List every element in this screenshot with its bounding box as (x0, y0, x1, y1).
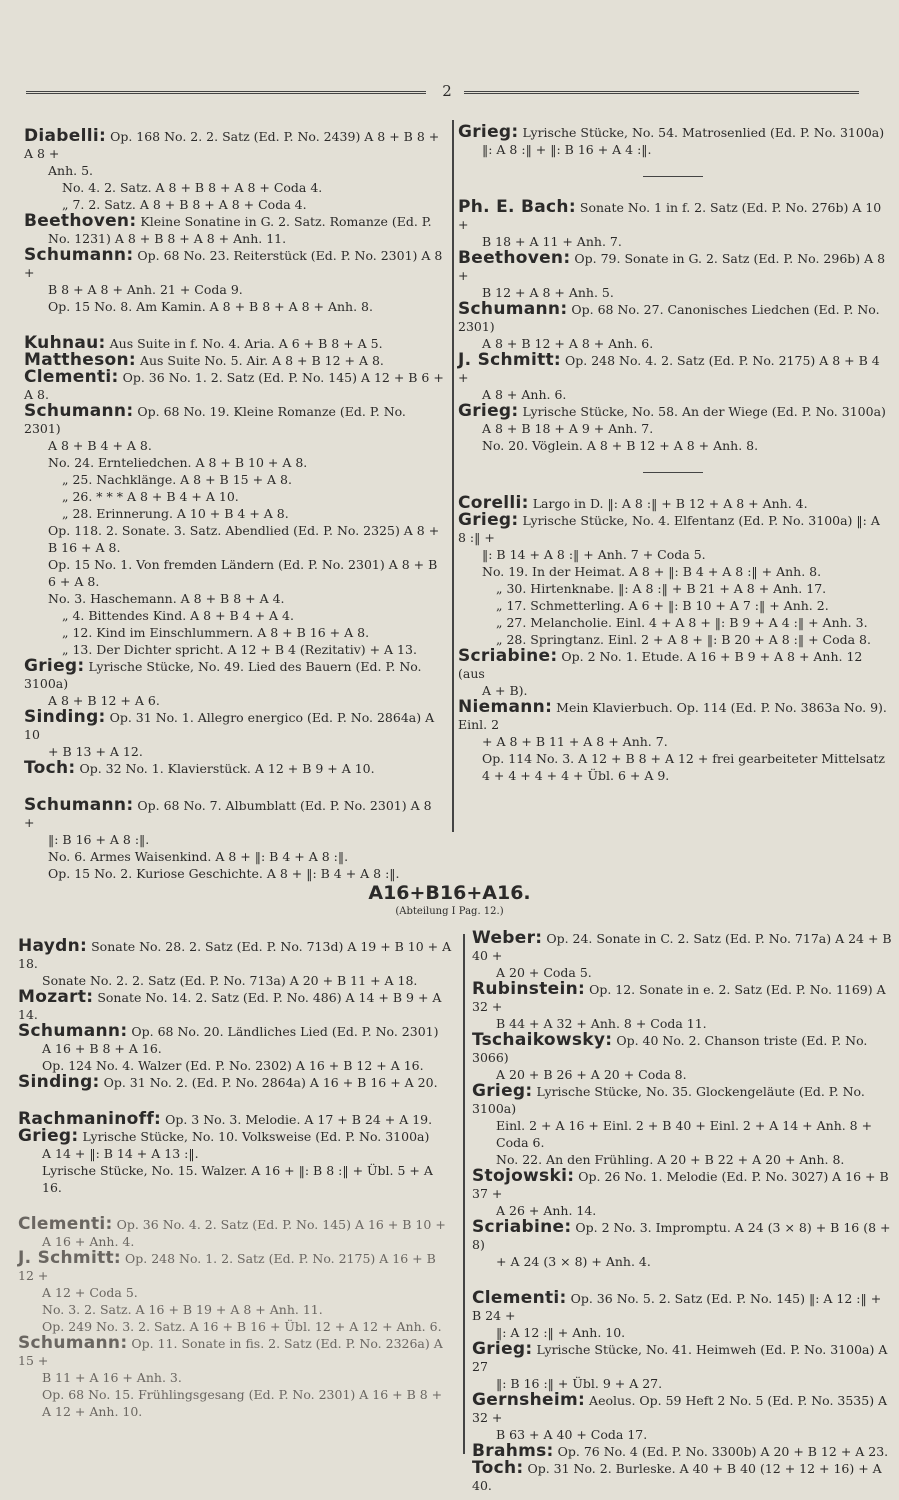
column-top-left (24, 128, 444, 882)
composer-entry (18, 1023, 454, 1040)
composer-entry (472, 1341, 892, 1375)
entry-line (24, 505, 444, 522)
work-details: Op. 68 No. 23. Reiterstück (Ed. P. No. 2301) A 8 + (24, 248, 443, 280)
entry-line (24, 539, 444, 556)
work-details: „ 26. * * * A 8 + B 4 + A 10. (62, 489, 239, 504)
work-details: B 16 + A 8. (48, 540, 121, 555)
composer-name: Toch: (472, 1458, 524, 1478)
work-details: Op. 68 No. 7. Albumblatt (Ed. P. No. 2301) A 8 + (24, 798, 432, 830)
composer-name: Toch: (24, 758, 76, 778)
work-details: Op. 68 No. 15. Frühlingsgesang (Ed. P. No. 2301) A 16 + B 8 + (42, 1387, 443, 1402)
work-details: Largo in D. ‖: A 8 :‖ + B 12 + A 8 + Anh. 4. (528, 496, 808, 511)
entry-line (18, 1403, 454, 1420)
work-details: + B 13 + A 12. (48, 744, 143, 759)
work-details: Sonate No. 28. 2. Satz (Ed. P. No. 713d) A 19 + B 10 + A 18. (18, 939, 452, 971)
composer-entry (18, 1216, 454, 1233)
work-details: Anh. 5. (48, 163, 94, 178)
composer-entry (458, 495, 888, 512)
work-details: A 12 + Anh. 10. (42, 1404, 143, 1419)
composer-name: Gernsheim: (472, 1390, 586, 1410)
work-details: Aeolus. Op. 59 Heft 2 No. 5 (Ed. P. No. 3535) A 32 + (472, 1393, 888, 1425)
composer-entry (24, 369, 444, 403)
work-details: Lyrische Stücke, No. 41. Heimweh (Ed. P. No. 3100a) A 27 (472, 1342, 888, 1374)
work-details: Lyrische Stücke, No. 4. Elfentanz (Ed. P. No. 3100a) ‖: A 8 :‖ + (458, 513, 880, 545)
work-details: A 16 + Anh. 4. (42, 1234, 135, 1249)
entry-line (24, 488, 444, 505)
section-subtitle: (Abteilung I Pag. 12.) (395, 906, 504, 917)
work-details: „ 17. Schmetterling. A 6 + ‖: B 10 + A 7 :‖ + Anh. 2. (496, 598, 829, 613)
composer-name: Diabelli: (24, 126, 107, 146)
section-title: A16+B16+A16. (368, 882, 531, 904)
work-details: Op. 68 No. 20. Ländliches Lied (Ed. P. No. 2301) (127, 1024, 439, 1039)
composer-entry (18, 1111, 454, 1128)
entry-line (472, 1117, 892, 1151)
entry-line (24, 607, 444, 624)
work-details: „ 28. Erinnerung. A 10 + B 4 + A 8. (62, 506, 289, 521)
composer-name: Scriabine: (472, 1217, 572, 1237)
entry-line (458, 386, 888, 403)
composer-name: Schumann: (18, 1021, 128, 1041)
work-details: Lyrische Stücke, No. 58. An der Wiege (Ed. P. No. 3100a) (518, 404, 886, 419)
work-details: No. 3. Haschemann. A 8 + B 8 + A 4. (48, 591, 285, 606)
entry-line (24, 624, 444, 641)
work-details: A 8 + B 18 + A 9 + Anh. 7. (482, 421, 654, 436)
section-gap (472, 1270, 892, 1290)
composer-entry (24, 709, 444, 743)
composer-name: Niemann: (458, 697, 553, 717)
composer-name: Clementi: (24, 367, 119, 387)
work-details: Op. 15 No. 8. Am Kamin. A 8 + B 8 + A 8 + Anh. 8. (48, 299, 373, 314)
work-details: No. 1231) A 8 + B 8 + A 8 + Anh. 11. (48, 231, 287, 246)
composer-name: Schumann: (24, 245, 134, 265)
composer-entry (472, 1219, 892, 1253)
work-details: Op. 68 No. 27. Canonisches Liedchen (Ed. P. No. 2301) (458, 302, 880, 334)
work-details: „ 27. Melancholie. Einl. 4 + A 8 + ‖: B 9 + A 4 :‖ + Anh. 3. (496, 615, 868, 630)
composer-name: Rachmaninoff: (18, 1109, 162, 1129)
composer-entry (472, 981, 892, 1015)
work-details: No. 3. 2. Satz. A 16 + B 19 + A 8 + Anh. 11. (42, 1302, 323, 1317)
composer-entry (472, 1392, 892, 1426)
entry-line (24, 298, 444, 315)
composer-name: Ph. E. Bach: (458, 197, 576, 217)
column-divider-top (452, 120, 454, 832)
work-details: Op. 36 No. 4. 2. Satz (Ed. P. No. 145) A 16 + B 10 + (112, 1217, 446, 1232)
composer-name: J. Schmitt: (458, 350, 562, 370)
entry-line (24, 162, 444, 179)
entry-line (18, 1386, 454, 1403)
entry-line (24, 641, 444, 658)
composer-entry (472, 1032, 892, 1066)
work-details: Op. 2 No. 3. Impromptu. A 24 (3 × 8) + B 16 (8 + 8) (472, 1220, 891, 1252)
work-details: A 16 + B 8 + A 16. (42, 1041, 162, 1056)
composer-entry (24, 797, 444, 831)
composer-entry (458, 699, 888, 733)
column-bottom-right (472, 930, 892, 1494)
composer-name: Schumann: (18, 1333, 128, 1353)
entry-line (24, 590, 444, 607)
work-details: Op. 12. Sonate in e. 2. Satz (Ed. P. No. 1169) A 32 + (472, 982, 886, 1014)
work-details: A 14 + ‖: B 14 + A 13 :‖. (42, 1146, 199, 1161)
composer-name: Scriabine: (458, 646, 558, 666)
work-details: ‖: B 16 :‖ + Übl. 9 + A 27. (496, 1376, 663, 1391)
work-details: Sonate No. 14. 2. Satz (Ed. P. No. 486) A 14 + B 9 + A 14. (18, 990, 442, 1022)
composer-entry (458, 403, 888, 420)
entry-line (18, 1369, 454, 1386)
composer-name: Haydn: (18, 936, 88, 956)
entry-line (458, 733, 888, 750)
work-details: Lyrische Stücke, No. 49. Lied des Bauern (Ed. P. No. 3100a) (24, 659, 422, 691)
composer-entry (18, 1128, 454, 1145)
work-details: Op. 3 No. 3. Melodie. A 17 + B 24 + A 19. (161, 1112, 433, 1127)
composer-name: Beethoven: (458, 248, 571, 268)
composer-name: Kuhnau: (24, 333, 106, 353)
composer-entry (18, 938, 454, 972)
work-details: + A 8 + B 11 + A 8 + Anh. 7. (482, 734, 668, 749)
work-details: Lyrische Stücke, No. 10. Volksweise (Ed. P. No. 3100a) (78, 1129, 430, 1144)
composer-name: Rubinstein: (472, 979, 586, 999)
composer-entry (472, 1443, 892, 1460)
entry-line (24, 865, 444, 882)
work-details: Op. 36 No. 1. 2. Satz (Ed. P. No. 145) A 12 + B 6 + A 8. (24, 370, 444, 402)
entry-line (472, 1253, 892, 1270)
work-details: Sonate No. 1 in f. 2. Satz (Ed. P. No. 276b) A 10 + (458, 200, 882, 232)
work-details: Op. 248 No. 1. 2. Satz (Ed. P. No. 2175) A 16 + B 12 + (18, 1251, 436, 1283)
entry-line (24, 831, 444, 848)
work-details: Lyrische Stücke, No. 15. Walzer. A 16 + ‖: B 8 :‖ + Übl. 5 + A 16. (42, 1163, 433, 1195)
composer-name: Stojowski: (472, 1166, 575, 1186)
work-details: „ 4. Bittendes Kind. A 8 + B 4 + A 4. (62, 608, 294, 623)
entry-line (458, 420, 888, 437)
entry-line (458, 750, 888, 767)
work-details: A 8 + B 12 + A 8 + Anh. 6. (482, 336, 654, 351)
header-rule-right (464, 91, 859, 94)
work-details: Op. 24. Sonate in C. 2. Satz (Ed. P. No. 717a) A 24 + B 40 + (472, 931, 892, 963)
entry-line (24, 556, 444, 590)
entry-line (458, 580, 888, 597)
entry-line (24, 471, 444, 488)
work-details: Op. 31 No. 1. Allegro energico (Ed. P. No. 2864a) A 10 (24, 710, 435, 742)
composer-name: Clementi: (18, 1214, 113, 1234)
composer-entry (458, 648, 888, 682)
work-details: Kleine Sonatine in G. 2. Satz. Romanze (Ed. P. (136, 214, 432, 229)
work-details: Op. 31 No. 2. (Ed. P. No. 2864a) A 16 + B 16 + A 20. (99, 1075, 438, 1090)
work-details: Op. 32 No. 1. Klavierstück. A 12 + B 9 + A 10. (75, 761, 375, 776)
work-details: Op. 168 No. 2. 2. Satz (Ed. P. No. 2439) A 8 + B 8 + A 8 + (24, 129, 440, 161)
composer-name: Beethoven: (24, 211, 137, 231)
entry-line (24, 281, 444, 298)
composer-entry (472, 1083, 892, 1117)
composer-name: Grieg: (458, 122, 519, 142)
column-bottom-left (18, 938, 454, 1420)
work-details: + A 24 (3 × 8) + Anh. 4. (496, 1254, 651, 1269)
work-details: B 44 + A 32 + Anh. 8 + Coda 11. (496, 1016, 707, 1031)
work-details: Mein Klavierbuch. Op. 114 (Ed. P. No. 3863a No. 9). Einl. 2 (458, 700, 887, 732)
composer-entry (458, 124, 888, 141)
composer-entry (472, 1460, 892, 1494)
work-details: No. 6. Armes Waisenkind. A 8 + ‖: B 4 + A 8 :‖. (48, 849, 349, 864)
composer-entry (24, 658, 444, 692)
composer-name: Schumann: (24, 401, 134, 421)
entry-line (458, 614, 888, 631)
entry-line (24, 743, 444, 760)
composer-name: Schumann: (24, 795, 134, 815)
composer-entry (458, 199, 888, 233)
composer-entry (24, 247, 444, 281)
composer-name: Sinding: (24, 707, 106, 727)
composer-entry (472, 1168, 892, 1202)
section-gap (24, 315, 444, 335)
section-heading (0, 882, 899, 917)
work-details: A + B). (482, 683, 528, 698)
work-details: Op. 76 No. 4 (Ed. P. No. 3300b) A 20 + B 12 + A 23. (553, 1444, 889, 1459)
work-details: A 20 + B 26 + A 20 + Coda 8. (496, 1067, 687, 1082)
composer-name: Schumann: (458, 299, 568, 319)
composer-name: J. Schmitt: (18, 1248, 122, 1268)
entry-line (24, 454, 444, 471)
work-details: Einl. 2 + A 16 + Einl. 2 + B 40 + Einl. 2 + A 14 + Anh. 8 + Coda 6. (496, 1118, 873, 1150)
work-details: A 8 + B 12 + A 6. (48, 693, 160, 708)
entry-line (458, 546, 888, 563)
entry-line (18, 1145, 454, 1162)
entry-line (472, 1066, 892, 1083)
work-details: B 63 + A 40 + Coda 17. (496, 1427, 648, 1442)
work-details: Op. 26 No. 1. Melodie (Ed. P. No. 3027) A 16 + B 37 + (472, 1169, 889, 1201)
entry-line (458, 437, 888, 454)
work-details: ‖: B 14 + A 8 :‖ + Anh. 7 + Coda 5. (482, 547, 706, 562)
composer-entry (18, 1250, 454, 1284)
page-number: 2 (442, 82, 452, 100)
work-details: A 8 + B 4 + A 8. (48, 438, 152, 453)
composer-name: Tschaikowsky: (472, 1030, 613, 1050)
work-details: Op. 15 No. 1. Von fremden Ländern (Ed. P. No. 2301) A 8 + B 6 + A 8. (48, 557, 438, 589)
entry-line (458, 563, 888, 580)
section-separator (643, 176, 703, 177)
work-details: A 26 + Anh. 14. (496, 1203, 597, 1218)
work-details: B 11 + A 16 + Anh. 3. (42, 1370, 182, 1385)
composer-name: Mattheson: (24, 350, 136, 370)
work-details: Op. 68 No. 19. Kleine Romanze (Ed. P. No. 2301) (24, 404, 406, 436)
entry-line (458, 767, 888, 784)
composer-name: Clementi: (472, 1288, 567, 1308)
work-details: Lyrische Stücke, No. 54. Matrosenlied (Ed. P. No. 3100a) (518, 125, 885, 140)
composer-entry (458, 512, 888, 546)
work-details: Op. 124 No. 4. Walzer (Ed. P. No. 2302) A 16 + B 12 + A 16. (42, 1058, 424, 1073)
composer-entry (24, 760, 444, 777)
work-details: Op. 2 No. 1. Etude. A 16 + B 9 + A 8 + Anh. 12 (aus (458, 649, 863, 681)
composer-name: Sinding: (18, 1072, 100, 1092)
entry-line (18, 1301, 454, 1318)
composer-entry (458, 352, 888, 386)
work-details: A 20 + Coda 5. (496, 965, 592, 980)
composer-name: Mozart: (18, 987, 94, 1007)
work-details: B 8 + A 8 + Anh. 21 + Coda 9. (48, 282, 243, 297)
work-details: No. 4. 2. Satz. A 8 + B 8 + A 8 + Coda 4. (62, 180, 323, 195)
entry-line (24, 437, 444, 454)
work-details: Op. 248 No. 4. 2. Satz (Ed. P. No. 2175) A 8 + B 4 + (458, 353, 880, 385)
composer-name: Grieg: (458, 510, 519, 530)
composer-name: Grieg: (24, 656, 85, 676)
composer-name: Grieg: (18, 1126, 79, 1146)
section-gap (18, 1091, 454, 1111)
composer-entry (24, 403, 444, 437)
work-details: „ 13. Der Dichter spricht. A 12 + B 4 (Rezitativ) + A 13. (62, 642, 417, 657)
section-gap (24, 777, 444, 797)
composer-name: Corelli: (458, 493, 529, 513)
work-details: No. 19. In der Heimat. A 8 + ‖: B 4 + A 8 :‖ + Anh. 8. (482, 564, 822, 579)
work-details: Op. 118. 2. Sonate. 3. Satz. Abendlied (Ed. P. No. 2325) A 8 + (48, 523, 440, 538)
column-divider-bottom (463, 934, 465, 1454)
composer-entry (458, 301, 888, 335)
work-details: „ 28. Springtanz. Einl. 2 + A 8 + ‖: B 20 + A 8 :‖ + Coda 8. (496, 632, 871, 647)
composer-name: Grieg: (472, 1081, 533, 1101)
composer-name: Grieg: (472, 1339, 533, 1359)
composer-name: Brahms: (472, 1441, 554, 1461)
work-details: Op. 249 No. 3. 2. Satz. A 16 + B 16 + Übl. 12 + A 12 + Anh. 6. (42, 1319, 442, 1334)
work-details: Sonate No. 2. 2. Satz (Ed. P. No. 713a) A 20 + B 11 + A 18. (42, 973, 418, 988)
work-details: Op. 40 No. 2. Chanson triste (Ed. P. No. 3066) (472, 1033, 868, 1065)
header-rule-left (26, 91, 426, 94)
entry-line (458, 597, 888, 614)
work-details: A 12 + Coda 5. (42, 1285, 138, 1300)
work-details: „ 25. Nachklänge. A 8 + B 15 + A 8. (62, 472, 292, 487)
work-details: Op. 36 No. 5. 2. Satz (Ed. P. No. 145) ‖: A 12 :‖ + B 24 + (472, 1291, 882, 1323)
work-details: „ 30. Hirtenknabe. ‖: A 8 :‖ + B 21 + A 8 + Anh. 17. (496, 581, 827, 596)
entry-line (472, 1324, 892, 1341)
section-gap (18, 1196, 454, 1216)
work-details: No. 24. Ernteliedchen. A 8 + B 10 + A 8. (48, 455, 308, 470)
entry-line (458, 141, 888, 158)
work-details: Op. 114 No. 3. A 12 + B 8 + A 12 + frei gearbeiteter Mittelsatz (482, 751, 886, 766)
composer-entry (458, 250, 888, 284)
work-details: 4 + 4 + 4 + 4 + Übl. 6 + A 9. (482, 768, 670, 783)
section-separator (643, 472, 703, 473)
composer-entry (18, 1074, 454, 1091)
work-details: A 8 + Anh. 6. (482, 387, 567, 402)
work-details: „ 7. 2. Satz. A 8 + B 8 + A 8 + Coda 4. (62, 197, 307, 212)
work-details: ‖: B 16 + A 8 :‖. (48, 832, 150, 847)
entry-line (24, 179, 444, 196)
work-details: Op. 15 No. 2. Kuriose Geschichte. A 8 + ‖: B 4 + A 8 :‖. (48, 866, 400, 881)
work-details: No. 22. An den Frühling. A 20 + B 22 + A 20 + Anh. 8. (496, 1152, 845, 1167)
work-details: Aus Suite No. 5. Air. A 8 + B 12 + A 8. (135, 353, 384, 368)
work-details: B 18 + A 11 + Anh. 7. (482, 234, 622, 249)
work-details: „ 12. Kind im Einschlummern. A 8 + B 16 + A 8. (62, 625, 370, 640)
work-details: Op. 11. Sonate in fis. 2. Satz (Ed. P. No. 2326a) A 15 + (18, 1336, 443, 1368)
composer-entry (472, 1290, 892, 1324)
composer-entry (24, 213, 444, 230)
work-details: Lyrische Stücke, No. 35. Glockengeläute (Ed. P. No. 3100a) (472, 1084, 865, 1116)
work-details: No. 20. Vöglein. A 8 + B 12 + A 8 + Anh. 8. (482, 438, 759, 453)
work-details: Op. 79. Sonate in G. 2. Satz (Ed. P. No. 296b) A 8 + (458, 251, 886, 283)
column-top-right (458, 124, 888, 784)
entry-line (18, 1162, 454, 1196)
composer-entry (18, 989, 454, 1023)
work-details: Aus Suite in f. No. 4. Aria. A 6 + B 8 + A 5. (105, 336, 383, 351)
composer-name: Grieg: (458, 401, 519, 421)
work-details: Op. 31 No. 2. Burleske. A 40 + B 40 (12 + 12 + 16) + A 40. (472, 1461, 882, 1493)
entry-line (24, 522, 444, 539)
entry-line (18, 1284, 454, 1301)
page-header (26, 82, 859, 100)
entry-line (24, 848, 444, 865)
entry-line (18, 1040, 454, 1057)
work-details: ‖: A 8 :‖ + ‖: B 16 + A 4 :‖. (482, 142, 652, 157)
work-details: B 12 + A 8 + Anh. 5. (482, 285, 614, 300)
work-details: ‖: A 12 :‖ + Anh. 10. (496, 1325, 626, 1340)
composer-entry (18, 1335, 454, 1369)
composer-entry (24, 128, 444, 162)
composer-entry (472, 930, 892, 964)
composer-name: Weber: (472, 928, 543, 948)
